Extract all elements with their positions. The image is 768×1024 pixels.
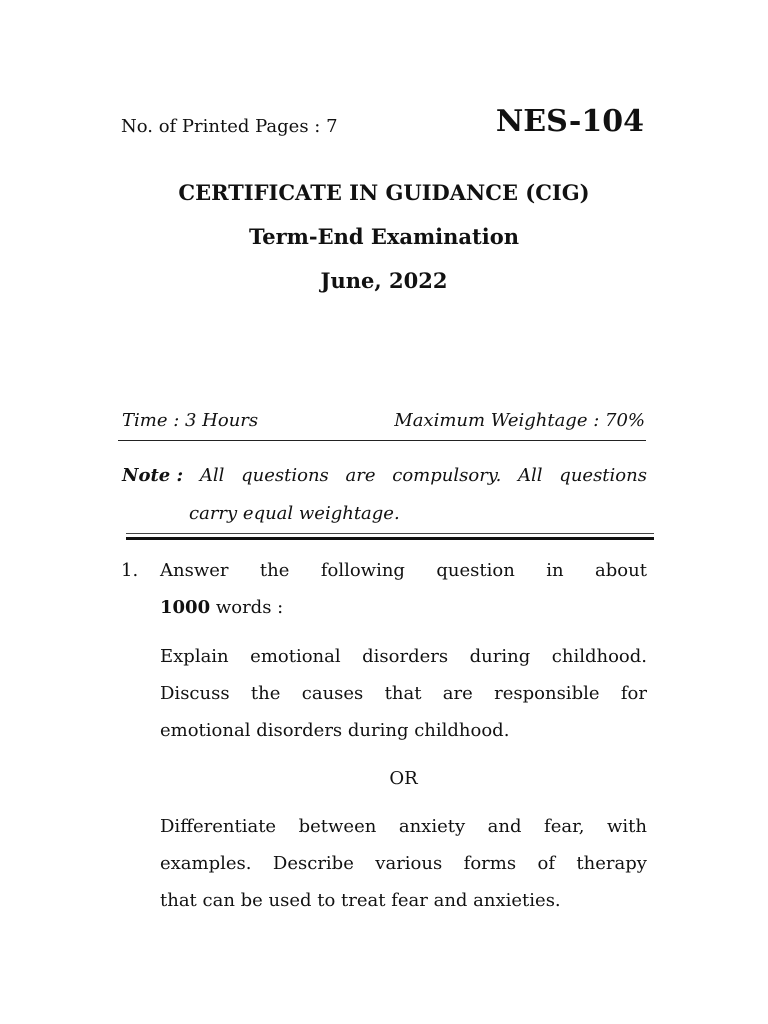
word: Describe xyxy=(272,853,354,874)
note-block xyxy=(122,457,647,533)
intro-word: in xyxy=(546,560,564,581)
word: therapy xyxy=(576,853,647,874)
word: that xyxy=(384,683,422,704)
exam-session: June, 2022 xyxy=(320,268,448,293)
part-b-last-line: that can be used to treat fear and anxieties. xyxy=(160,890,561,911)
word: various xyxy=(375,853,443,874)
word: fear, xyxy=(544,816,585,837)
word: examples. xyxy=(160,853,252,874)
part-a-line xyxy=(160,675,647,712)
word: Explain xyxy=(160,646,229,667)
part-b-line xyxy=(160,845,647,882)
or-separator: OR xyxy=(389,768,418,789)
question-number: 1. xyxy=(121,560,139,581)
printed-pages: No. of Printed Pages : 7 xyxy=(121,116,338,137)
question-intro-line xyxy=(160,552,647,589)
intro-word: the xyxy=(259,560,290,581)
part-b-line xyxy=(160,808,647,845)
course-code: NES-104 xyxy=(495,104,644,139)
word: Discuss xyxy=(160,683,230,704)
word: the xyxy=(250,683,281,704)
note-word: questions xyxy=(559,465,647,486)
note-line-1 xyxy=(122,457,647,495)
question-body xyxy=(160,552,647,919)
word: forms xyxy=(463,853,517,874)
intro-word: question xyxy=(436,560,515,581)
word: Differentiate xyxy=(160,816,277,837)
exam-title: Term-End Examination xyxy=(248,224,519,249)
word: causes xyxy=(301,683,364,704)
word: between xyxy=(298,816,377,837)
note-word: questions xyxy=(241,465,329,486)
double-rule-thick xyxy=(126,537,654,540)
word-count: 1000 xyxy=(160,597,211,618)
intro-word: following xyxy=(320,560,405,581)
intro-word: about xyxy=(595,560,647,581)
word: responsible xyxy=(494,683,600,704)
part-a-line xyxy=(160,638,647,675)
note-line-2: carry equal weightage. xyxy=(189,503,400,524)
word: childhood. xyxy=(551,646,647,667)
word: emotional xyxy=(250,646,341,667)
note-word: All xyxy=(199,465,225,486)
note-word: All xyxy=(518,465,543,486)
word: anxiety xyxy=(398,816,466,837)
certificate-title: CERTIFICATE IN GUIDANCE (CIG) xyxy=(178,180,590,205)
word: with xyxy=(606,816,647,837)
word: of xyxy=(537,853,555,874)
part-a xyxy=(160,638,647,749)
part-b xyxy=(160,808,647,919)
word-limit xyxy=(160,589,647,626)
note-word: compulsory. xyxy=(392,465,502,486)
divider-line xyxy=(118,440,646,441)
note-label: Note : xyxy=(122,465,184,486)
word: during xyxy=(469,646,531,667)
note-word: are xyxy=(345,465,376,486)
double-rule-thin xyxy=(126,533,654,534)
word: and xyxy=(487,816,522,837)
word: for xyxy=(620,683,647,704)
word-suffix: words : xyxy=(210,597,284,618)
time-allowed: Time : 3 Hours xyxy=(122,410,259,431)
word: are xyxy=(442,683,473,704)
maximum-weightage: Maximum Weightage : 70% xyxy=(394,410,645,431)
intro-word: Answer xyxy=(160,560,229,581)
part-a-last-line: emotional disorders during childhood. xyxy=(160,720,510,741)
word: disorders xyxy=(362,646,449,667)
